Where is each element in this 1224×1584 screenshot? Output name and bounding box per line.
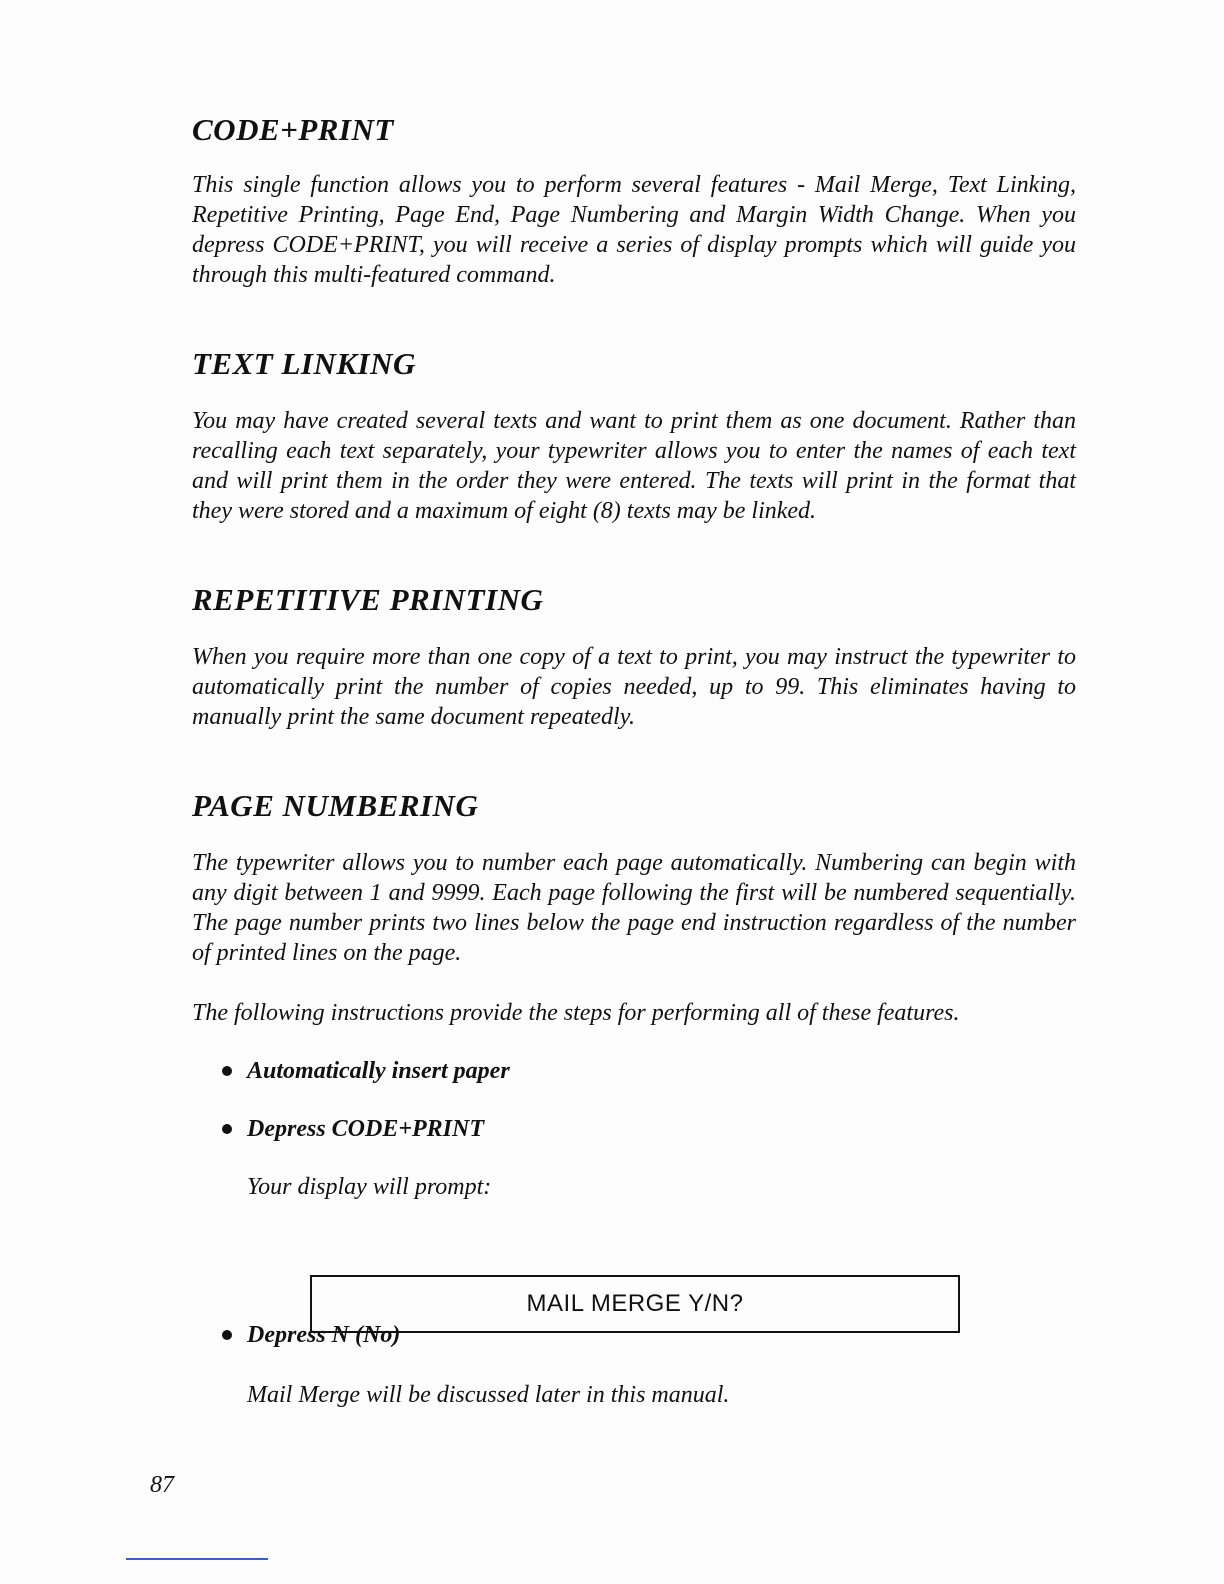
bullet-dot-icon [222,1330,232,1340]
section-heading-page-numbering: PAGE NUMBERING [192,788,479,823]
step-label: Depress CODE+PRINT [247,1116,485,1142]
section-heading-text-linking: TEXT LINKING [192,346,416,381]
step-item [192,1056,1076,1086]
step-label: Depress N (No) [247,1322,401,1348]
section-heading-repetitive-printing: REPETITIVE PRINTING [192,582,544,617]
section-body-code-print: This single function allows you to perform several features - Mail Merge, Text Linking, Repetitive Printing, Page End, Page Numbering and Margin Width Change. When you depress CODE+PRINT, you will receive a series of display prompts which will guide you through this multi-featured command. [192,172,1076,288]
step-label: Automatically insert paper [247,1058,510,1084]
display-prompt-text: MAIL MERGE Y/N? [526,1290,744,1317]
scan-edge-line [126,1558,268,1560]
section-body-page-numbering: The typewriter allows you to number each page automatically. Numbering can begin with any digit between 1 and 9999. Each page following the first will be numbered sequentially. The page number prints two lines below the page end instruction regardless of the number of printed lines on the page. [192,850,1076,966]
step-note: Your display will prompt: [247,1174,492,1200]
section-heading-code-print: CODE+PRINT [192,112,394,147]
display-prompt-box [310,1275,960,1333]
steps-intro: The following instructions provide the steps for performing all of these features. [192,1000,960,1026]
bullet-dot-icon [222,1066,232,1076]
page-number: 87 [150,1472,174,1498]
step-item [192,1114,1076,1144]
page-content [192,108,1076,1410]
section-body-text-linking: You may have created several texts and want to print them as one document. Rather than recalling each text separately, your typewriter allows you to enter the names of each text and will print them in the order they were entered. The texts will print in the format that they were stored and a maximum of eight (8) texts may be linked. [192,408,1076,524]
section-body-repetitive-printing: When you require more than one copy of a text to print, you may instruct the typewriter to automatically print the number of copies needed, up to 99. This eliminates having to manually print the same document repeatedly. [192,644,1076,730]
bullet-dot-icon [222,1124,232,1134]
step-note: Mail Merge will be discussed later in this manual. [247,1382,730,1408]
